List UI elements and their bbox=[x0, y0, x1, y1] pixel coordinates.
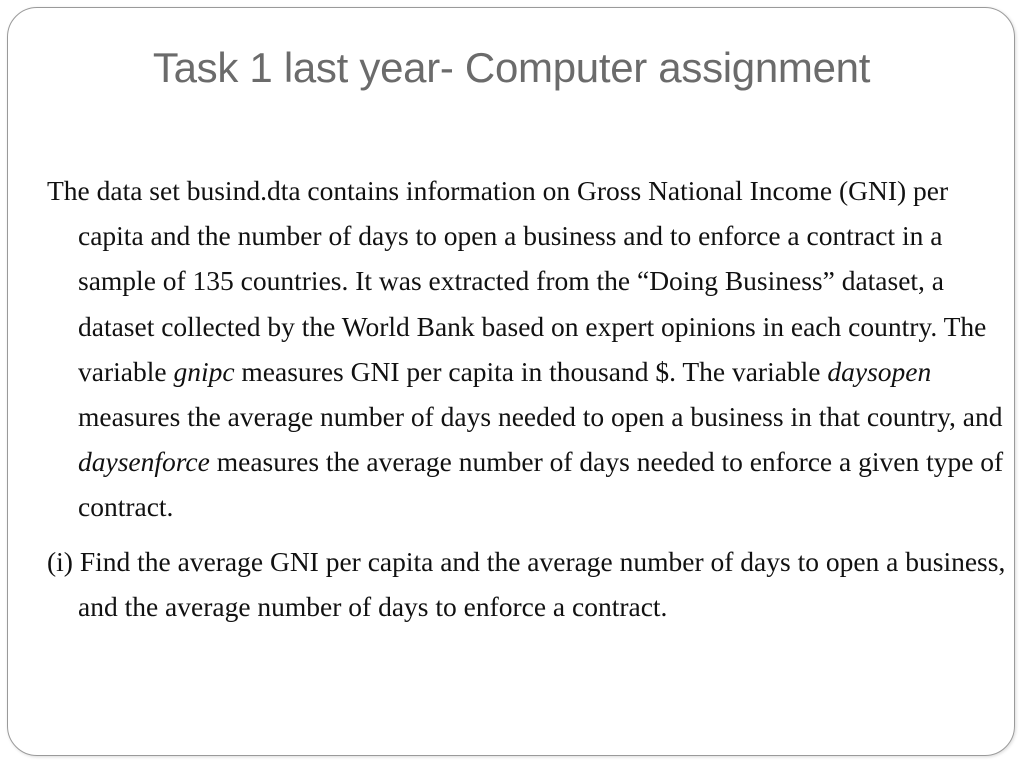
paragraph-text: measures the average number of days needed to open a business in that country, and bbox=[78, 401, 1003, 433]
paragraph-text: The data set busind.dta contains information on Gross National Income (GNI) per capita and the number of days to open a business and to enforce a contract in a sample of 135 countries. It was extracted from the “Doing Business” dataset, a dataset collected by the World Bank based on expert opinions in each country. The variable bbox=[47, 175, 987, 387]
task-description-paragraph bbox=[47, 168, 1009, 530]
variable-name-gnipc: gnipc bbox=[173, 355, 235, 387]
question-i-paragraph: (i) Find the average GNI per capita and the average number of days to open a business, and the average number of days to enforce a contract. bbox=[47, 545, 1006, 622]
paragraph-text: measures the average number of days needed to enforce a given type of contract. bbox=[78, 446, 1004, 523]
paragraph-text: measures GNI per capita in thousand $. The variable bbox=[234, 355, 828, 387]
slide-body bbox=[47, 168, 1009, 629]
variable-name-daysopen: daysopen bbox=[827, 355, 932, 387]
slide-title: Task 1 last year- Computer assignment bbox=[152, 44, 871, 91]
variable-name-daysenforce: daysenforce bbox=[78, 446, 210, 478]
